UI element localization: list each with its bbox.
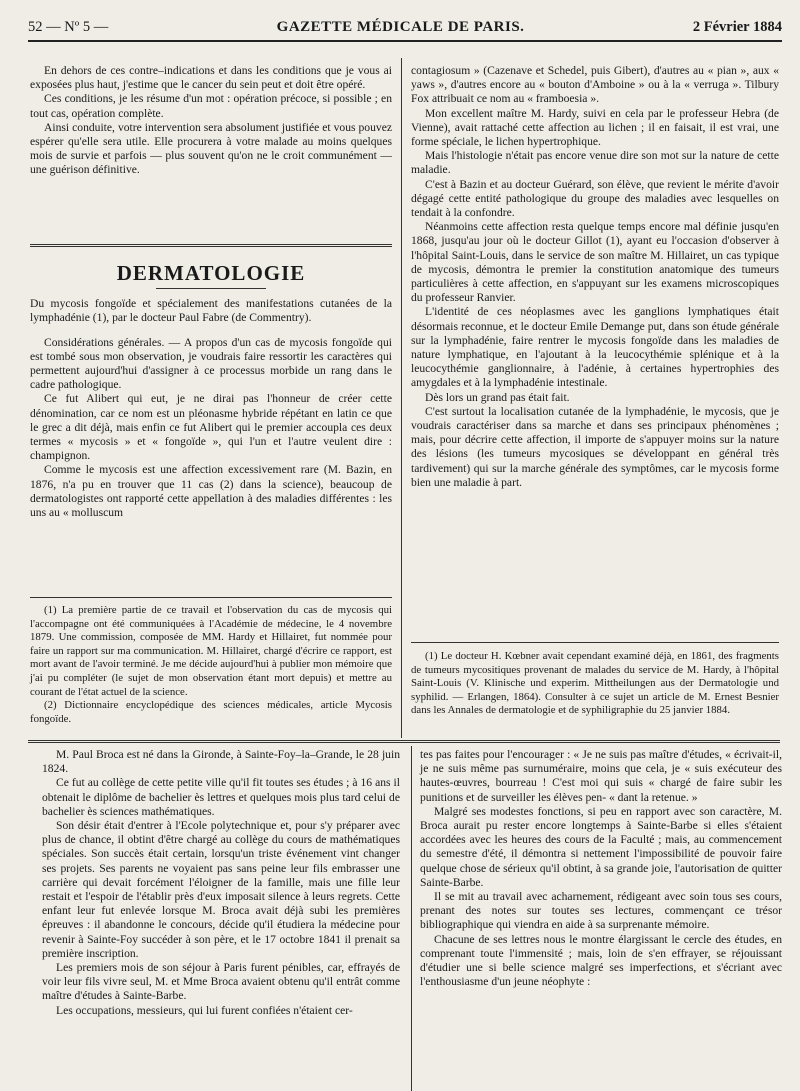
paragraph: Malgré ses modestes fonctions, si peu en rapport avec son caractère, M. Broca aurait pu rester encore longtemps à Sainte-Barbe si elles s'étaient accordées avec les heures des cours de la Faculté ; mais, au commencement du semestre d'été, il démontra si nettement l'impossibilité de pouvoir faire quelque chose de sérieux qu'il obtint, à sa grande joie, l'autorisation de quitter Sainte-Barbe. xyxy=(420,804,782,889)
bottom-right-column xyxy=(420,748,782,989)
article-heading: Du mycosis fongoïde et spécialement des manifestations cutanées de la lymphadénie (1), par le docteur Paul Fabre (de Commentry). xyxy=(30,297,392,325)
paragraph: C'est à Bazin et au docteur Guérard, son élève, que revient le mérite d'avoir dégagé cette entité pathologique du groupe des maladies avec lesquelles on tendait à la confondre. xyxy=(411,177,779,220)
paragraph: Il se mit au travail avec acharnement, rédigeant avec soin tous ses cours, prenant des notes sur toutes ses lectures, commençant ce trésor bibliographique qui viendra en aide à sa surprenante mémoire. xyxy=(420,890,782,932)
paragraph: Dès lors un grand pas était fait. xyxy=(425,390,570,404)
page-header xyxy=(28,14,782,42)
top-right-column xyxy=(411,64,779,490)
paragraph: Considérations générales. — A propos d'un cas de mycosis fongoïde qui est tombé sous mon observation, je voudrais faire ressortir les caractères qui permettent aujourd'hui d'assigner à ce processus morbide un rang dans le cadre pathologique. xyxy=(30,335,392,392)
paragraph: contagiosum » (Cazenave et Schedel, puis Gibert), d'autres au « pian », aux « yaws », d'autres encore au « bouton d'Amboine » ou à la « verruga ». Tilbury Fox attribuait ce nom au « framboesia ». xyxy=(411,64,779,106)
page-number: 52 — Nº 5 — xyxy=(28,18,109,35)
paragraph: C'est surtout la localisation cutanée de la lymphadénie, le mycosis, que je voudrais caractériser dans sa marche et dans ses principaux phénomènes ; mais, pour décrire cette affection, il importe de s'appuyer moins sur la nature des lésions (les tumeurs mycosiques se développant en général très tardivement) qui sur la marche générale des symptômes, car le mycosis forme bien une maladie à part. xyxy=(411,404,779,489)
double-rule xyxy=(30,244,392,249)
paragraph: tes pas faites pour l'encourager : « Je ne suis pas maître d'études, « écrivait-il, je ne suis même pas surnuméraire, moins que cela, je « suis exécuteur des hautes-œuvres, bourreau ! C'est moi qui suis « chargé de faire subir les punitions et de surveiller les élèves pen- « dant la retenue. » xyxy=(420,748,782,804)
page-separator xyxy=(28,740,780,745)
paragraph: Ce fut Alibert qui eut, je ne dirai pas l'honneur de créer cette dénomination, car ce nom est un pléonasme hybride répétant en latin ce que le grec a dit déjà, mais enfin ce fut Alibert qui le premier accoupla ces deux termes « mycosis » et « fongoïde », qui l'un et l'autre veulent dire : champignon. xyxy=(30,392,392,463)
paragraph: Les premiers mois de son séjour à Paris furent pénibles, car, effrayés de voir leur fils vivre seul, M. et Mme Broca avaient obtenu qu'il entrât comme maître d'études à Sainte-Barbe. xyxy=(42,961,400,1003)
journal-title: GAZETTE MÉDICALE DE PARIS. xyxy=(276,18,525,35)
paragraph: Comme le mycosis est une affection excessivement rare (M. Bazin, en 1876, n'a pu en trouver que 11 cas (2) dans la science), beaucoup de dermatologistes ont rapporté cette appellation à des maladies différentes : les uns au « molluscum xyxy=(30,463,392,520)
paragraph: Ainsi conduite, votre intervention sera absolument justifiée et vous pouvez espérer qu'elle sera utile. Elle procurera à votre malade au moins quelques mois de survie et parfois — plus souvent qu'on ne le croit communément — une guérison définitive. xyxy=(30,120,392,177)
footnote-rule xyxy=(30,597,392,598)
footnote: (2) Dictionnaire encyclopédique des sciences médicales, article Mycosis fongoïde. xyxy=(30,699,392,725)
issue-date: 2 Février 1884 xyxy=(692,18,782,35)
title-rule xyxy=(156,288,266,289)
paragraph: Son désir était d'entrer à l'Ecole polytechnique et, pour s'y préparer avec plus de chance, il obtint d'être chargé au collège du cours de mathématiques spéciales. Son succès était certain, lorsqu'un triste événement vint changer ses projets. Ses parents ne voyaient pas sans peine leur fils embrasser une carrière qui devait forcément l'éloigner de la famille, mais une fille leur restait et l'espoir de l'établir près d'eux imposait silence à leurs regrets. Cette enfant leur fut enlevée lorsque M. Broca avait déjà subi les premières épreuves : il abandonne le concours, décide qu'il étudiera la médecine pour revenir à Sainte-Foy succéder à son père, et le 17 octobre 1841 il prenait sa première inscription. xyxy=(42,819,400,960)
column-divider xyxy=(411,746,412,1091)
paragraph: Chacune de ses lettres nous le montre élargissant le cercle des études, en comprenant toute l'immensité ; mais, loin de s'en effrayer, se réjouissant d'étudier une si belle science malgré ses imperfections, et s'écriant avec l'enthousiasme d'un jeune néophyte : xyxy=(420,932,782,989)
paragraph: Mon excellent maître M. Hardy, suivi en cela par le professeur Hebra (de Vienne), avait rattaché cette affection au lichen ; il en faisait, il est vrai, une forme spéciale, le lichen hypertrophique. xyxy=(411,106,779,149)
left-footnotes xyxy=(30,604,392,726)
footnote: (1) Le docteur H. Kœbner avait cependant examiné déjà, en 1861, des fragments de tumeurs mycositiques provenant de malades du service de M. Hardy, à l'hôpital Saint-Louis (V. Klinische und experim. Mittheilungen aus der Dermatologie und syphilid. — Erlangen, 1864). Consulter à ce sujet un article de M. Ernest Besnier dans les Annales de dermatologie et de syphiligraphie du 25 janvier 1884. xyxy=(411,650,779,717)
paragraph: Néanmoins cette affection resta quelque temps encore mal définie jusqu'en 1868, jusqu'au jour où le docteur Gillot (1), ayant eu l'occasion d'observer à l'hôpital Saint-Louis, dans le service de son maître M. Hillairet, un cas typique de mycosis, démontra le premier la constitution anatomique des tumeurs particulières à cette affection, en s'appuyant sur les examens microscopiques du professeur Ranvier. xyxy=(411,220,779,305)
paragraph: Les occupations, messieurs, qui lui furent confiées n'étaient cer- xyxy=(56,1003,353,1017)
paragraph: Ce fut au collège de cette petite ville qu'il fit toutes ses études ; à 16 ans il obtenait le diplôme de bachelier ès lettres et quelques mois plus tard celui de bachelier ès sciences mathématiques. xyxy=(42,776,400,818)
paragraph: L'identité de ces néoplasmes avec les ganglions lymphatiques était désormais reconnue, et le docteur Emile Demange put, dans son étude générale sur la lymphadénie, faire rentrer le mycosis fongoïde dans les maladies de nature lymphatique, en l'ajoutant à la leucocythémie splénique et à la leucocythémie ganglionnaire, à l'adénie, à certaines hypertrophies des amygdales et à la lymphadénie intestinale. xyxy=(411,305,779,390)
paragraph: Ces conditions, je les résume d'un mot : opération précoce, si possible ; en tout cas, opération complète. xyxy=(30,92,392,120)
column-divider xyxy=(401,58,402,738)
footnote: (1) La première partie de ce travail et l'observation du cas de mycosis qui l'accompagne ont été communiquées à l'Académie de médecine, le 4 novembre 1879. Une commission, composée de MM. Hardy et Hillairet, fut nommée pour faire un rapport sur ma communication. M. Hillairet, chargé d'écrire ce rapport, est mort avant de l'avoir terminé. Je me décide aujourd'hui à publier mon mémoire que j'ai pu compléter (le sujet de mon observation étant mort depuis) et mettre au courant de l'état actuel de la science. xyxy=(30,604,392,698)
footnote-rule xyxy=(411,642,779,643)
section-title: DERMATOLOGIE xyxy=(116,261,306,285)
top-left-column xyxy=(30,64,392,178)
paragraph: Mais l'histologie n'était pas encore venue dire son mot sur la nature de cette maladie. xyxy=(411,149,779,177)
dermatology-section xyxy=(30,252,392,520)
bottom-left-column xyxy=(42,748,400,1018)
paragraph: En dehors de ces contre–indications et dans les conditions que je vous ai exposées plus haut, j'estime que le cancer du sein peut et doit être opéré. xyxy=(30,64,392,92)
right-footnote xyxy=(411,650,779,718)
paragraph: M. Paul Broca est né dans la Gironde, à Sainte-Foy–la–Grande, le 28 juin 1824. xyxy=(42,748,400,776)
